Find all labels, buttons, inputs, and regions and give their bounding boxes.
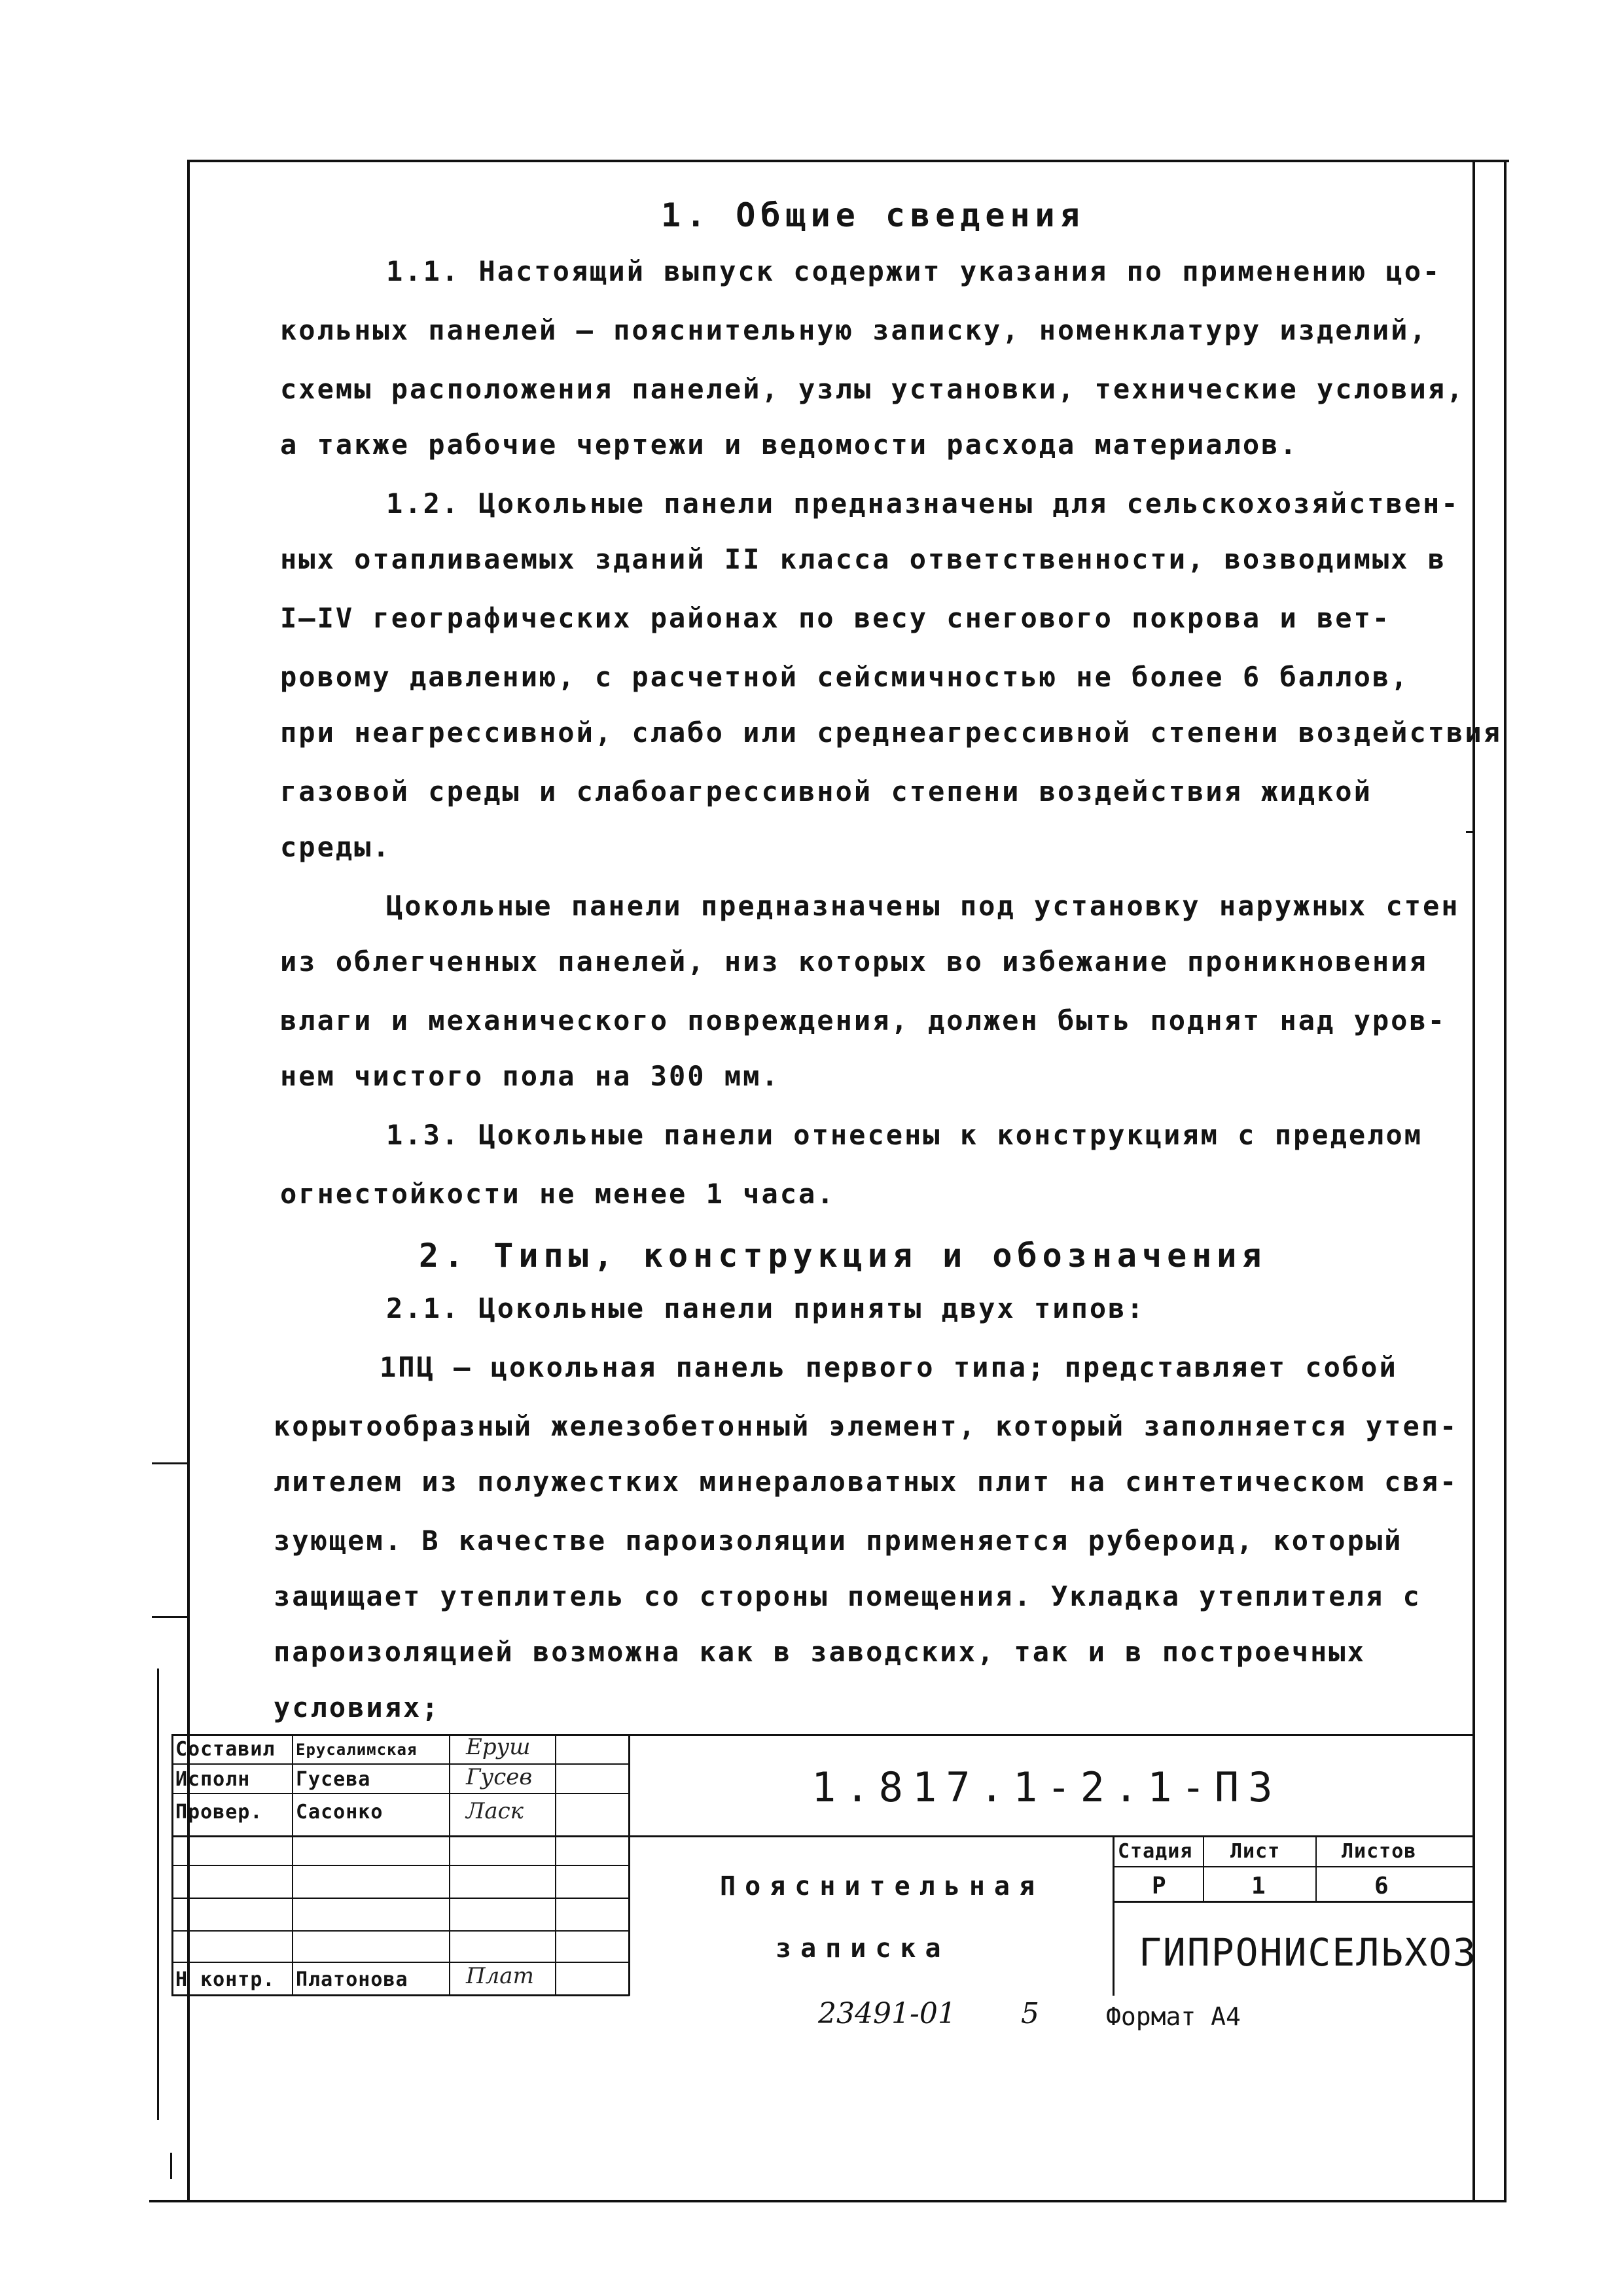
tb-v-7 — [1315, 1835, 1317, 1901]
tb-bottom — [171, 1994, 630, 1996]
document-title-1: Пояснительная — [720, 1871, 1044, 1901]
page-number: 5 — [1021, 1997, 1039, 2030]
p2-1a-line-1: 1ПЦ – цокольная панель первого типа; представляет собой — [380, 1351, 1398, 1383]
tb-name-1: Ерусалимская — [296, 1740, 418, 1759]
tb-v-6 — [1203, 1835, 1204, 1901]
tb-stage-h-1 — [1113, 1866, 1475, 1867]
tb-h-5 — [171, 1898, 630, 1899]
p2-1a-line-3: лителем из полужестких минераловатных плит на синтетическом свя- — [274, 1466, 1459, 1498]
binding-line — [157, 1669, 159, 2120]
tb-v-3 — [555, 1734, 556, 1996]
section-2-heading: 2. Типы, конструкция и обозначения — [419, 1237, 1267, 1275]
tb-top — [171, 1734, 1475, 1736]
stage-value: Р — [1152, 1873, 1167, 1899]
p1-1-line-4: а также рабочие чертежи и ведомости расхода материалов. — [280, 429, 1298, 461]
tb-v-5 — [1113, 1835, 1115, 1996]
right-tick — [1466, 831, 1475, 833]
sheets-label: Листов — [1342, 1840, 1417, 1863]
frame-left — [187, 160, 190, 2201]
p1-2-line-1: 1.2. Цокольные панели предназначены для сельскохозяйствен- — [386, 487, 1460, 520]
frame-bottom — [149, 2200, 1507, 2202]
inventory-number: 23491-01 — [818, 1997, 956, 2030]
tb-stage-h-2 — [1113, 1901, 1475, 1903]
p2-1a-line-6: пароизоляцией возможна как в заводских, так и в построечных — [274, 1636, 1366, 1668]
tb-h-7 — [171, 1962, 630, 1963]
p1-3-line-2: огнестойкости не менее 1 часа. — [280, 1178, 836, 1210]
binding-tick-1 — [152, 1462, 188, 1464]
document-code: 1.817.1-2.1-ПЗ — [812, 1763, 1282, 1811]
p2-1: 2.1. Цокольные панели приняты двух типов: — [386, 1292, 1145, 1324]
tb-name-2: Гусева — [296, 1768, 371, 1791]
p1-2-line-2: ных отапливаемых зданий II класса ответственности, возводимых в — [280, 543, 1447, 575]
frame-right-inner — [1472, 160, 1475, 2201]
tb-signature-3: Ласк — [466, 1798, 524, 1824]
tb-signature-2: Гусев — [466, 1764, 533, 1790]
tb-v-left — [171, 1734, 173, 1996]
tb-role-2: Исполн — [175, 1768, 251, 1791]
p1-2-line-3: I–IV географических районах по весу снегового покрова и вет- — [280, 602, 1391, 634]
p2-1a-line-5: защищает утеплитель со стороны помещения. Укладка утеплителя с — [274, 1580, 1421, 1612]
sheet-value: 1 — [1251, 1873, 1266, 1899]
tb-h-1 — [171, 1763, 630, 1765]
tb-v-1 — [292, 1734, 293, 1996]
paper-format: Формат А4 — [1106, 2002, 1241, 2031]
document-title-2: записка — [776, 1934, 950, 1964]
tb-role-3: Провер. — [175, 1801, 263, 1824]
sheet-label: Лист — [1230, 1840, 1281, 1863]
tb-h-2 — [171, 1793, 630, 1794]
tb-signature-4: Плат — [466, 1963, 534, 1989]
p2-1a-line-4: зующем. В качестве пароизоляции применяется рубероид, который — [274, 1525, 1403, 1557]
sheets-value: 6 — [1374, 1873, 1389, 1899]
p1-2b-line-4: нем чистого пола на 300 мм. — [280, 1060, 780, 1092]
tb-h-3 — [171, 1835, 1475, 1837]
p2-1a-line-2: корытообразный железобетонный элемент, который заполняется утеп- — [274, 1410, 1459, 1442]
tb-role-4: Н контр. — [175, 1968, 276, 1991]
p1-2-line-4: ровому давлению, с расчетной сейсмичностью не более 6 баллов, — [280, 661, 1410, 693]
tb-h-6 — [171, 1930, 630, 1932]
p1-2-line-7: среды. — [280, 831, 391, 863]
tb-h-4 — [171, 1865, 630, 1866]
stage-label: Стадия — [1118, 1840, 1193, 1863]
p1-2-line-6: газовой среды и слабоагрессивной степени воздействия жидкой — [280, 775, 1372, 807]
p1-2b-line-2: из облегченных панелей, низ которых во избежание проникновения — [280, 945, 1428, 978]
tb-v-4 — [628, 1734, 630, 1996]
binding-tick-2 — [152, 1616, 188, 1618]
frame-top — [188, 160, 1509, 162]
p1-1-line-1: 1.1. Настоящий выпуск содержит указания по применению цо- — [386, 255, 1442, 287]
tb-name-4: Платонова — [296, 1968, 408, 1991]
p1-1-line-3: схемы расположения панелей, узлы установки, технические условия, — [280, 373, 1465, 405]
p1-1-line-2: кольных панелей – пояснительную записку, номенклатуру изделий, — [280, 314, 1428, 346]
tb-role-1: Составил — [175, 1738, 276, 1761]
p1-2b-line-1: Цокольные панели предназначены под установку наружных стен — [386, 890, 1460, 922]
tb-v-2 — [449, 1734, 450, 1996]
tb-signature-1: Еруш — [466, 1734, 531, 1760]
p2-1a-line-7: условиях; — [274, 1691, 440, 1723]
p1-2b-line-3: влаги и механического повреждения, должен быть поднят над уров- — [280, 1004, 1447, 1036]
corner-mark — [170, 2153, 172, 2179]
frame-right-outer — [1504, 160, 1507, 2201]
organization-name: ГИПРОНИСЕЛЬХОЗ — [1139, 1930, 1477, 1975]
tb-name-3: Сасонко — [296, 1801, 383, 1824]
section-1-heading: 1. Общие сведения — [661, 196, 1085, 234]
p1-3-line-1: 1.3. Цокольные панели отнесены к конструкциям с пределом — [386, 1119, 1423, 1151]
p1-2-line-5: при неагрессивной, слабо или среднеагрессивной степени воздействия — [280, 716, 1502, 749]
